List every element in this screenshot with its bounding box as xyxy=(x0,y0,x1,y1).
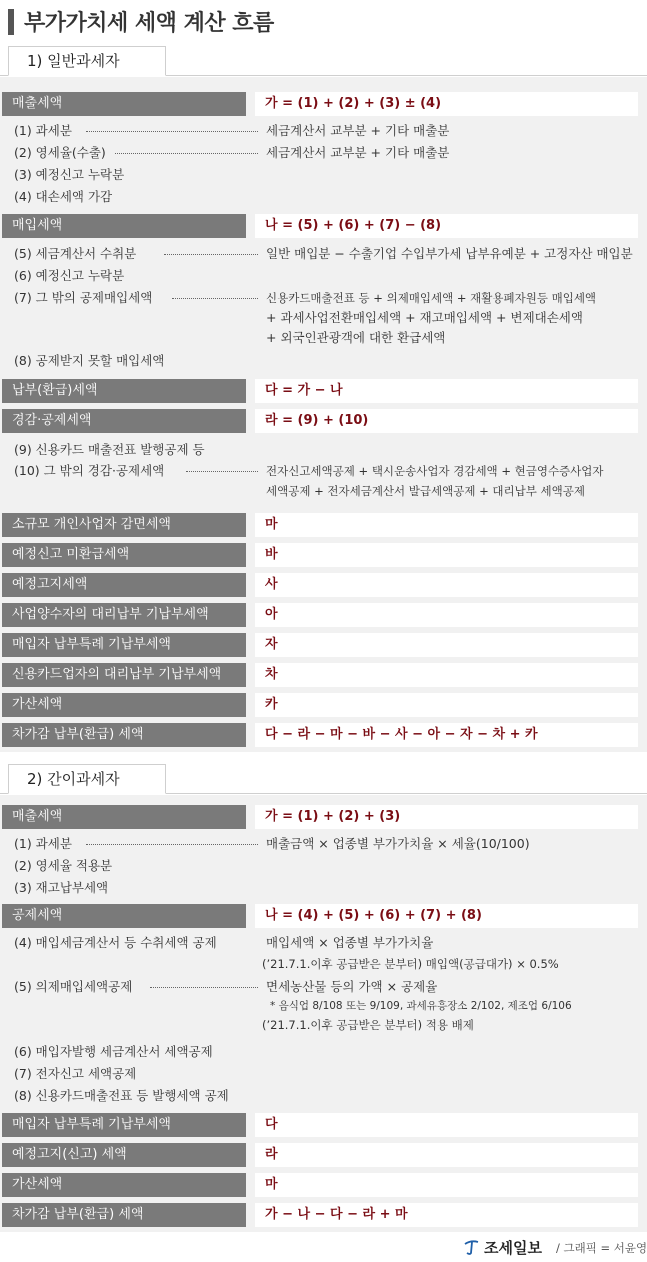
item-1: (1) 과세분 xyxy=(14,123,72,138)
row-formula-transferee: 아 xyxy=(255,603,638,627)
item-2: (2) 영세율 적용분 xyxy=(14,858,113,873)
row-label-buyer-special: 매입자 납부특례 기납부세액 xyxy=(2,1113,246,1137)
row-label-card-proxy: 신용카드업자의 대리납부 기납부세액 xyxy=(2,663,246,687)
footer xyxy=(0,1232,647,1262)
section-tab-simplified: 2) 간이과세자 xyxy=(8,764,166,794)
item-7: (7) 그 밖의 공제매입세액 xyxy=(14,290,153,305)
page-title: 부가가치세 세액 계산 흐름 xyxy=(24,11,274,36)
row-formula-penalty: 카 xyxy=(255,693,638,717)
footer-brand: 조세일보 xyxy=(484,1239,542,1257)
desc-7c: + 외국인관광객에 대한 환급세액 xyxy=(266,330,446,345)
row-label-notice: 예정고지(신고) 세액 xyxy=(2,1143,246,1167)
title-area xyxy=(0,0,647,44)
row-formula-unrefunded: 바 xyxy=(255,543,638,567)
row-formula-sales-tax: 가 = (1) + (2) + (3) ± (4) xyxy=(255,92,638,116)
row-label-payable: 납부(환급)세액 xyxy=(2,379,246,403)
desc-10b: 세액공제 + 전자세금계산서 발급세액공제 + 대리납부 세액공제 xyxy=(266,484,585,498)
row-label-sales-tax: 매출세액 xyxy=(2,805,246,829)
desc-10a: 전자신고세액공제 + 택시운송사업자 경감세액 + 현금영수증사업자 xyxy=(266,464,604,478)
item-7: (7) 전자신고 세액공제 xyxy=(14,1066,137,1081)
row-formula-payable: 다 = 가 − 나 xyxy=(255,379,638,403)
leader-line xyxy=(164,254,258,255)
item-6: (6) 예정신고 누락분 xyxy=(14,268,125,283)
desc-2: 세금계산서 교부분 + 기타 매출분 xyxy=(266,145,450,160)
desc-4b: (’21.7.1.이후 공급받은 분부터) 매입액(공급대가) × 0.5% xyxy=(262,957,559,971)
row-formula-sales-tax: 가 = (1) + (2) + (3) xyxy=(255,805,638,829)
desc-5c: (’21.7.1.이후 공급받은 분부터) 적용 배제 xyxy=(262,1018,474,1032)
row-formula-reduction: 라 = (9) + (10) xyxy=(255,409,638,433)
row-formula-buyer-special: 자 xyxy=(255,633,638,657)
desc-4a: 매입세액 × 업종별 부가가치율 xyxy=(266,935,434,950)
row-label-purchase-tax: 매입세액 xyxy=(2,214,246,238)
row-label-deduction: 공제세액 xyxy=(2,904,246,928)
footer-credit: / 그래픽 = 서윤영 xyxy=(556,1241,647,1255)
section-body-simplified xyxy=(0,795,647,1232)
desc-5b: * 음식업 8/108 또는 9/109, 과세유흥장소 2/102, 제조업 6/106 xyxy=(270,1000,572,1012)
row-label-transferee: 사업양수자의 대리납부 기납부세액 xyxy=(2,603,246,627)
row-label-buyer-special: 매입자 납부특례 기납부세액 xyxy=(2,633,246,657)
brand-logo-icon xyxy=(462,1238,480,1256)
item-9: (9) 신용카드 매출전표 발행공제 등 xyxy=(14,442,205,457)
row-label-net-payable: 차가감 납부(환급) 세액 xyxy=(2,723,246,747)
item-3: (3) 재고납부세액 xyxy=(14,880,109,895)
item-3: (3) 예정신고 누락분 xyxy=(14,167,125,182)
row-formula-buyer-special: 다 xyxy=(255,1113,638,1137)
row-formula-net-payable: 가 − 나 − 다 − 라 + 마 xyxy=(255,1203,638,1227)
section-body-general xyxy=(0,77,647,752)
title-marker xyxy=(8,9,14,35)
row-formula-purchase-tax: 나 = (5) + (6) + (7) − (8) xyxy=(255,214,638,238)
row-formula-small-biz: 마 xyxy=(255,513,638,537)
row-label-unrefunded: 예정신고 미환급세액 xyxy=(2,543,246,567)
item-2: (2) 영세율(수출) xyxy=(14,145,106,160)
leader-line xyxy=(150,987,258,988)
row-label-penalty: 가산세액 xyxy=(2,693,246,717)
leader-line xyxy=(86,131,258,132)
leader-line xyxy=(172,298,258,299)
row-label-sales-tax: 매출세액 xyxy=(2,92,246,116)
row-formula-net-payable: 다 − 라 − 마 − 바 − 사 − 아 − 자 − 차 + 카 xyxy=(255,723,638,747)
item-5: (5) 세금계산서 수취분 xyxy=(14,246,137,261)
leader-line xyxy=(115,153,258,154)
row-label-notice: 예정고지세액 xyxy=(2,573,246,597)
desc-7b: + 과세사업전환매입세액 + 재고매입세액 + 변제대손세액 xyxy=(266,310,583,325)
item-1: (1) 과세분 xyxy=(14,836,72,851)
item-4: (4) 대손세액 가감 xyxy=(14,189,113,204)
desc-1: 세금계산서 교부분 + 기타 매출분 xyxy=(266,123,450,138)
item-6: (6) 매입자발행 세금계산서 세액공제 xyxy=(14,1044,213,1059)
row-formula-card-proxy: 차 xyxy=(255,663,638,687)
row-formula-notice: 라 xyxy=(255,1143,638,1167)
desc-5: 일반 매입분 − 수출기업 수입부가세 납부유예분 + 고정자산 매입분 xyxy=(266,246,633,261)
item-4: (4) 매입세금계산서 등 수취세액 공제 xyxy=(14,935,217,950)
row-formula-notice: 사 xyxy=(255,573,638,597)
item-8: (8) 신용카드매출전표 등 발행세액 공제 xyxy=(14,1088,229,1103)
section-header-general xyxy=(0,46,647,76)
desc-1: 매출금액 × 업종별 부가가치율 × 세율(10/100) xyxy=(266,836,530,851)
item-10: (10) 그 밖의 경감·공제세액 xyxy=(14,463,165,478)
leader-line xyxy=(86,844,258,845)
row-label-net-payable: 차가감 납부(환급) 세액 xyxy=(2,1203,246,1227)
item-5: (5) 의제매입세액공제 xyxy=(14,979,133,994)
row-label-small-biz: 소규모 개인사업자 감면세액 xyxy=(2,513,246,537)
row-formula-deduction: 나 = (4) + (5) + (6) + (7) + (8) xyxy=(255,904,638,928)
section-header-simplified xyxy=(0,764,647,794)
leader-line xyxy=(186,471,258,472)
section-tab-general: 1) 일반과세자 xyxy=(8,46,166,76)
row-formula-penalty: 마 xyxy=(255,1173,638,1197)
row-label-reduction: 경감·공제세액 xyxy=(2,409,246,433)
row-label-penalty: 가산세액 xyxy=(2,1173,246,1197)
desc-7a: 신용카드매출전표 등 + 의제매입세액 + 재활용폐자원등 매입세액 xyxy=(266,291,597,305)
item-8: (8) 공제받지 못할 매입세액 xyxy=(14,353,165,368)
desc-5a: 면세농산물 등의 가액 × 공제율 xyxy=(266,979,438,994)
